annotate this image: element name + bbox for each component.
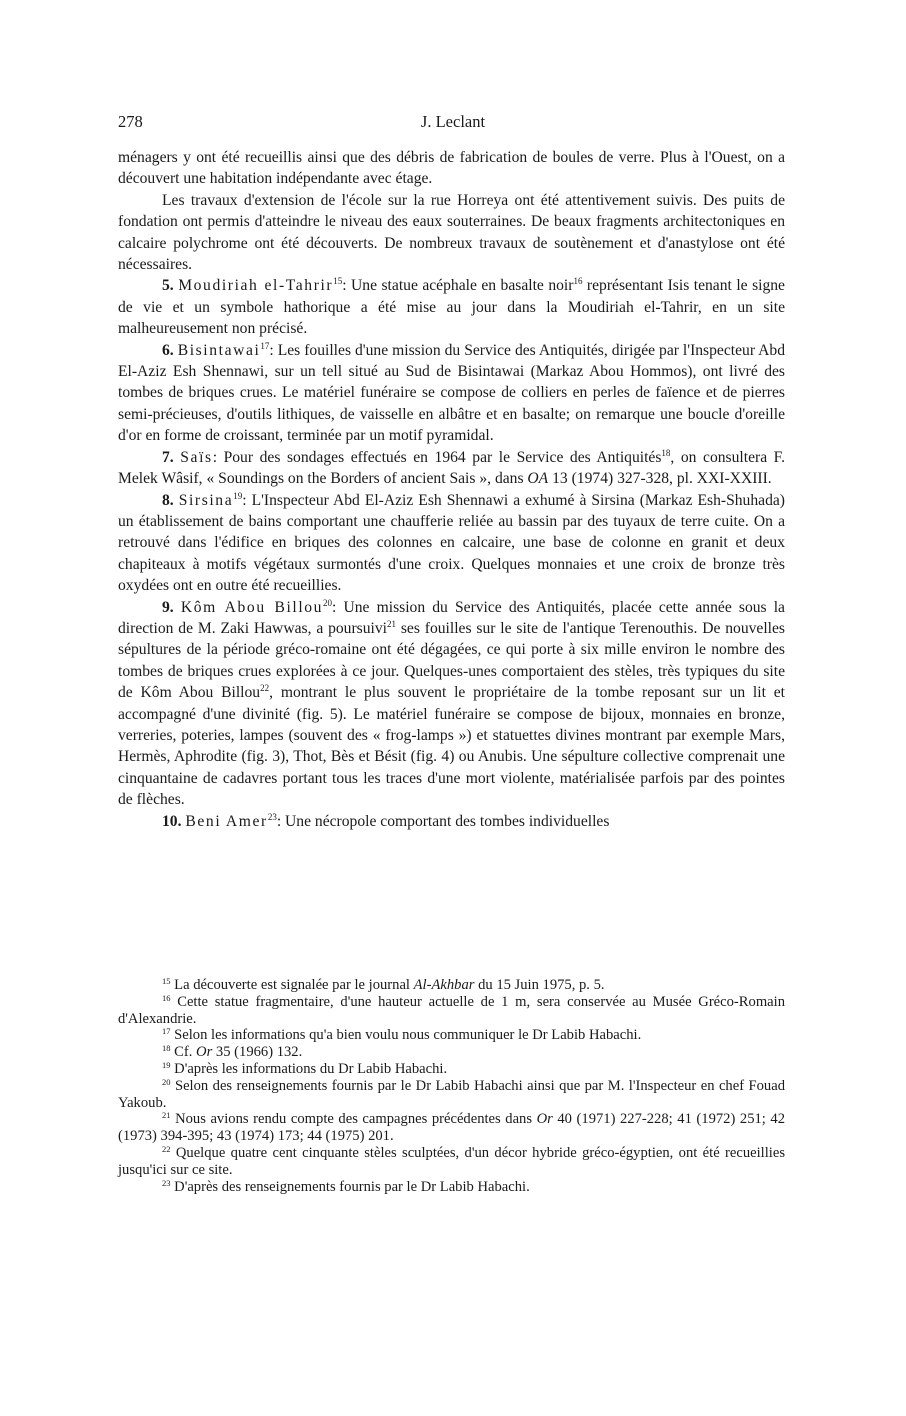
footnote-22 <box>118 1145 785 1179</box>
section-text: : Une nécropole comportant des tombes individuelles <box>276 812 610 830</box>
footnote-ref[interactable]: 17 <box>260 340 270 351</box>
section-text: : Les fouilles d'une mission du Service des Antiquités, dirigée par l'Inspecteur Abd El-Aziz Esh Shennawi, sur un tell situé au Sud de Bisintawai (Markaz Abou Hommos), ont livré des tombes de briques crues. Le matériel funéraire se compose de colliers en perles de faïence et de pierres semi-précieuses, d'outils lithiques, de vaisselle en albâtre et en basalte; on remarque une boucle d'oreille d'or en forme de croissant, terminée par un motif pyramidal. <box>118 341 785 445</box>
footnote-15 <box>118 977 785 994</box>
footnote-21 <box>118 1111 785 1145</box>
paragraph-horreya: Les travaux d'extension de l'école sur la rue Horreya ont été attentivement suivis. Des puits de fondation ont permis d'atteindre le niveau des eaux souterraines. De beaux fragments architectoniques en calcaire polychrome ont été découverts. De nombreux travaux de soutènement et d'anastylose ont été nécessaires. <box>118 191 785 274</box>
paragraph-continued: ménagers y ont été recueillis ainsi que des débris de fabrication de boules de verre. Plus à l'Ouest, on a découvert une habitation indépendante avec étage. <box>118 149 785 188</box>
footnote-ref[interactable]: 23 <box>267 811 277 822</box>
footnote-text: 40 (1971) 227-228; 41 (1972) 251; 42 (1973) 394-395; 43 (1974) 173; 44 (1975) 201. <box>118 1111 786 1145</box>
journal-title: OA <box>527 470 549 488</box>
footnote-ref[interactable]: 19 <box>233 490 243 501</box>
footnote-text: Cette statue fragmentaire, d'une hauteur actuelle de 1 m, sera conservée au Musée Gréco-Romain d'Alexandrie. <box>118 993 785 1027</box>
section-number: 8. <box>162 491 174 509</box>
footnote-ref[interactable]: 16 <box>573 276 583 287</box>
footnote-18 <box>118 1044 785 1061</box>
section-text: , on consultera F. Melek Wâsif, « Soundings on the Borders of ancient Sais », dans <box>118 448 786 488</box>
place-name: Bisintawai <box>177 341 261 359</box>
footnote-text: Cf. <box>170 1044 197 1061</box>
footnote-text: 35 (1966) 132. <box>212 1044 303 1061</box>
footnote-text: D'après les informations du Dr Labib Habachi. <box>170 1060 448 1077</box>
section-text: 13 (1974) 327-328, pl. XXI-XXIII. <box>548 470 772 488</box>
section-number: 10. <box>162 812 182 830</box>
section-number: 7. <box>162 448 174 466</box>
footnote-number: 20 <box>162 1076 171 1087</box>
footnote-text: Selon les informations qu'a bien voulu nous communiquer le Dr Labib Habachi. <box>170 1027 642 1044</box>
section-text: représentant Isis tenant le signe de vie et un symbole hathorique a été mise au jour dans la Moudiriah el-Tahrir, en un site malheureusement non précisé. <box>118 277 785 338</box>
footnote-text: D'après des renseignements fournis par le Dr Labib Habachi. <box>170 1178 530 1195</box>
footnote-23 <box>118 1179 785 1196</box>
footnote-text: Nous avions rendu compte des campagnes précédentes dans <box>170 1111 537 1128</box>
section-number: 5. <box>162 277 174 295</box>
section-text: : L'Inspecteur Abd El-Aziz Esh Shennawi a exhumé à Sirsina (Markaz Esh-Shuhada) un établissement de bains comportant une chaufferie reliée au bassin par des tuyaux de terre cuite. On a retrouvé dans l'édifice en briques des colonnes en calcaire, une base de colonne en granit et deux chapiteaux à motifs végétaux surmontés d'une croix. Quelques monnaies et une croix de bronze très oxydées ont en outre été recueillies. <box>118 491 785 595</box>
footnote-text: La découverte est signalée par le journal <box>170 977 414 993</box>
section-text: , montrant le plus souvent le propriétaire de la tombe reposant sur un lit et accompagné d'une divinité (fig. 5). Le matériel funéraire se compose de bijoux, monnaies en bronze, verreries, poteries, lampes (souvent des « frog-lamps ») et statuettes divines montrant par exemple Mars, Hermès, Aphrodite (fig. 3), Thot, Bès et Bésit (fig. 4) ou Anubis. Une sépulture collective comprenait une cinquantaine de cadavres portant tous les traces d'une mort violente, matérialisée parfois par des pointes de flèches. <box>118 684 785 809</box>
section-10 <box>118 811 785 832</box>
footnotes <box>118 977 785 1195</box>
footnote-ref[interactable]: 21 <box>387 618 396 629</box>
footnote-text: Quelque quatre cent cinquante stèles sculptées, d'un décor hybride gréco-égyptien, ont été recueillies jusqu'ici sur ce site. <box>118 1144 785 1178</box>
section-number: 9. <box>162 598 174 616</box>
running-head: J. Leclant <box>420 112 486 131</box>
place-name: Saïs <box>180 448 213 466</box>
section-8 <box>118 490 785 597</box>
footnote-17 <box>118 1027 785 1044</box>
footnote-number: 16 <box>162 992 171 1003</box>
footnote-ref[interactable]: 20 <box>323 597 333 608</box>
place-name: Moudiriah el-Tahrir <box>178 277 334 295</box>
section-6 <box>118 340 785 447</box>
journal-title: Or <box>536 1111 553 1128</box>
footnote-number: 17 <box>162 1026 171 1037</box>
footnote-text: du 15 Juin 1975, p. 5. <box>474 977 605 993</box>
section-9 <box>118 597 785 811</box>
place-name: Beni Amer <box>185 812 268 830</box>
journal-title: Or <box>196 1044 213 1061</box>
footnote-number: 22 <box>162 1143 171 1154</box>
footnote-19 <box>118 1061 785 1078</box>
section-text: : Une statue acéphale en basalte noir <box>342 277 574 295</box>
section-text: ses fouilles sur le site de l'antique Terenouthis. De nouvelles sépultures de la période gréco-romaine ont été dégagées, ce qui porte à six mille environ le nombre des tombes de briques crues explorées à ce jour. Quelques-unes comportaient des stèles, très typiques du site de Kôm Abou Billou <box>118 619 785 702</box>
footnote-number: 23 <box>162 1177 171 1188</box>
footnote-16 <box>118 994 785 1028</box>
section-number: 6. <box>162 341 174 359</box>
place-name: Kôm Abou Billou <box>180 598 324 616</box>
footnote-20 <box>118 1078 785 1112</box>
section-5 <box>118 275 785 339</box>
footnote-number: 21 <box>162 1110 171 1121</box>
page-number: 278 <box>118 112 143 131</box>
body-text <box>118 147 785 832</box>
footnote-number: 15 <box>162 976 171 986</box>
footnote-ref[interactable]: 18 <box>661 447 671 458</box>
section-text: : Une mission du Service des Antiquités, placée cette année sous la direction de M. Zaki Hawwas, a poursuivi <box>118 598 785 637</box>
footnote-text: Selon des renseignements fournis par le Dr Labib Habachi ainsi que par M. l'Inspecteur en chef Fouad Yakoub. <box>118 1077 785 1111</box>
page-header <box>118 112 788 138</box>
journal-title: Al-Akhbar <box>413 977 475 993</box>
footnote-ref[interactable]: 15 <box>333 276 343 287</box>
footnote-number: 19 <box>162 1059 171 1070</box>
section-7 <box>118 447 785 490</box>
footnote-ref[interactable]: 22 <box>260 683 270 694</box>
section-text: : Pour des sondages effectués en 1964 par le Service des Antiquités <box>212 448 662 466</box>
footnote-number: 18 <box>162 1043 171 1054</box>
place-name: Sirsina <box>178 491 234 509</box>
